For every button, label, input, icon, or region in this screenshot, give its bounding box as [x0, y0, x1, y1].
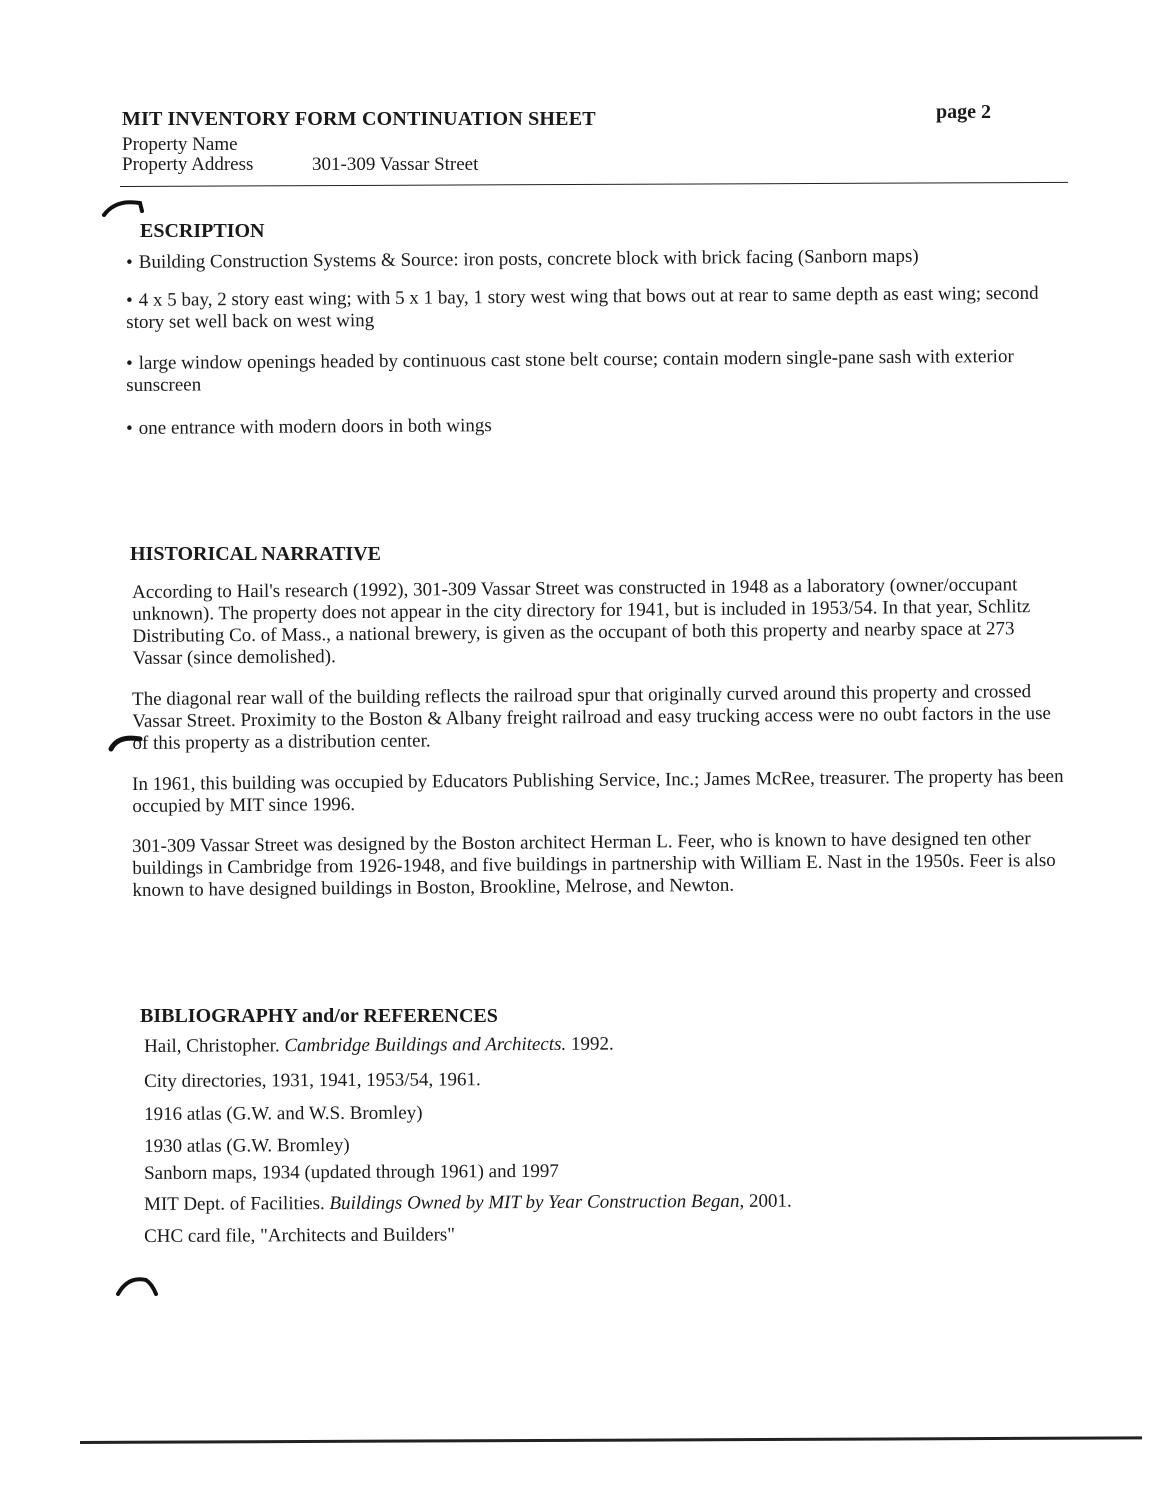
punch-mark-icon	[100, 195, 150, 217]
description-heading: ESCRIPTION	[140, 220, 265, 242]
narrative-paragraph: 301-309 Vassar Street was designed by the Boston architect Herman L. Feer, who is known to have designed ten other buildings in Cambridge from 1926-1948, and five buildings in partnership with William E. Nast in the 1950s. Feer is also known to have designed buildings in Boston, Brookline, Melrose, and Newton.	[132, 828, 1056, 901]
description-bullet: • large window openings headed by continuous cast stone belt course; contain modern single-pane sash with exterior sunscreen	[126, 346, 1014, 396]
reference-entry: 1930 atlas (G.W. Bromley)	[144, 1134, 350, 1157]
property-address-value: 301-309 Vassar Street	[312, 154, 479, 175]
page-number: page 2	[936, 101, 991, 123]
bibliography-heading: BIBLIOGRAPHY and/or REFERENCES	[140, 1005, 498, 1027]
reference-entry: MIT Dept. of Facilities. Buildings Owned by MIT by Year Construction Began, 2001.	[144, 1190, 792, 1215]
reference-entry: CHC card file, "Architects and Builders"	[144, 1224, 456, 1247]
narrative-heading: HISTORICAL NARRATIVE	[130, 543, 381, 565]
form-title: MIT INVENTORY FORM CONTINUATION SHEET	[122, 108, 596, 130]
bullet-icon: •	[126, 289, 133, 311]
footer-divider	[80, 1436, 1142, 1444]
punch-mark-icon	[114, 1270, 160, 1300]
property-address-row	[122, 154, 478, 176]
description-bullet: • Building Construction Systems & Source: iron posts, concrete block with brick facing (Sanborn maps)	[126, 245, 919, 273]
bullet-icon: •	[126, 417, 133, 439]
property-name-label: Property Name	[122, 134, 238, 155]
bullet-icon: •	[126, 352, 133, 374]
reference-entry: Sanborn maps, 1934 (updated through 1961) and 1997	[144, 1160, 559, 1184]
description-bullet: • 4 x 5 bay, 2 story east wing; with 5 x 1 bay, 1 story west wing that bows out at rear to same depth as east wing; second story set well back on west wing	[126, 282, 1039, 333]
narrative-paragraph: In 1961, this building was occupied by Educators Publishing Service, Inc.; James McRee, treasurer. The property has been occupied by MIT since 1996.	[132, 765, 1064, 817]
narrative-paragraph: According to Hail's research (1992), 301-309 Vassar Street was constructed in 1948 as a laboratory (owner/occupant unknown). The property does not appear in the city directory for 1941, but is included in 1953/54. In that year, Schlitz Distributing Co. of Mass., a national brewery, is given as the occupant of both this property and nearby space at 273 Vassar (since demolished).	[132, 574, 1031, 669]
reference-entry: Hail, Christopher. Cambridge Buildings and Architects. 1992.	[144, 1033, 614, 1057]
property-address-label: Property Address	[122, 154, 254, 175]
reference-entry: 1916 atlas (G.W. and W.S. Bromley)	[144, 1102, 423, 1125]
reference-entry: City directories, 1931, 1941, 1953/54, 1961.	[144, 1069, 481, 1092]
narrative-paragraph: The diagonal rear wall of the building reflects the railroad spur that originally curved around this property and crossed Vassar Street. Proximity to the Boston & Albany freight railroad and easy trucking access were no oubt factors in the use of this property as a distribution center.	[132, 681, 1051, 754]
description-bullet: • one entrance with modern doors in both wings	[126, 415, 492, 439]
header-divider	[120, 182, 1068, 187]
property-name-row	[122, 134, 312, 156]
bullet-icon: •	[126, 251, 133, 273]
